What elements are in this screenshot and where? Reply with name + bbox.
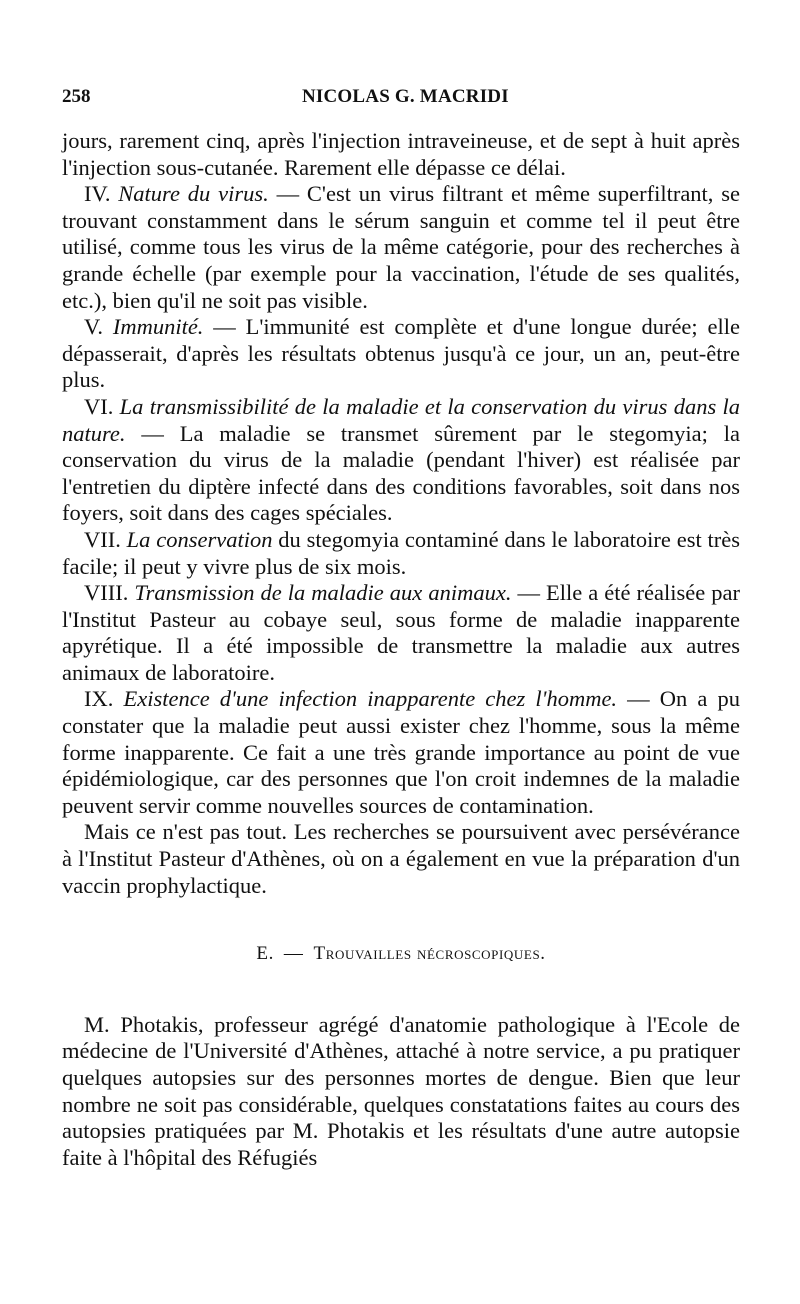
section-title: Transmission de la maladie aux animaux. (134, 580, 512, 606)
paragraph-continuation: jours, rarement cinq, après l'injection intraveineuse, et de sept à huit après l'injection sous-cutanée. Rarement elle dépasse ce délai. (62, 128, 740, 180)
section-title: La transmissibilité de la maladie et la conservation du virus dans la nature. (62, 393, 741, 446)
paragraph-photakis: M. Photakis, professeur agrégé d'anatomie pathologique à l'Ecole de médecine de l'Université d'Athènes, attaché à notre service, a pu pratiquer quelques autopsies sur des personnes mortes de dengue. Bien que leur nombre ne soit pas considérable, quelques constatations faites au cours des autopsies pratiquées par M. Photakis et les résultats d'une autre autopsie faite à l'hôpital des Réfugiés (62, 1011, 740, 1170)
section-title: La conservation (126, 526, 273, 552)
paragraph-text: du stegomyia contaminé dans le laboratoire est très facile; il peut y vivre plus de six mois. (62, 526, 740, 579)
section-number: VI. (84, 393, 114, 419)
paragraph-immunite (62, 314, 740, 394)
paragraph-recherches: Mais ce n'est pas tout. Les recherches se poursuivent avec persévérance à l'Institut Pasteur d'Athènes, où on a également en vue la préparation d'un vaccin prophylactique. (62, 819, 740, 898)
paragraph-text: — L'immunité est complète et d'une longue durée; elle dépasserait, d'après les résultats obtenus jusqu'à ce jour, un an, peut-être plus. (62, 314, 740, 393)
page-number: 258 (62, 86, 91, 107)
section-number: VIII. (84, 580, 129, 606)
section-letter: E. (256, 943, 274, 965)
section-number: V. (84, 314, 103, 340)
paragraph-text: — Elle a été réalisée par l'Institut Pasteur au cobaye seul, sous forme de maladie inapparente apyrétique. Il a été impossible de transmettre la maladie aux autres animaux de laboratoire. (62, 580, 741, 685)
paragraph-text: — La maladie se transmet sûrement par le stegomyia; la conservation du virus de la maladie (pendant l'hiver) est réalisée par l'entretien du diptère infecté dans des conditions favorables, soit dans nos foyers, soit dans des cages spéciales. (62, 420, 740, 526)
paragraph-conservation (62, 527, 740, 580)
section-dash: — (283, 943, 304, 965)
paragraph-transmission-animaux (62, 580, 740, 686)
section-number: IV. (84, 181, 111, 207)
paragraph-infection-inapparente (62, 686, 740, 819)
running-head: NICOLAS G. MACRIDI (302, 86, 509, 107)
body-text (62, 128, 740, 1171)
section-title: Immunité. (112, 314, 204, 340)
paragraph-text: — C'est un virus filtrant et même superfiltrant, se trouvant constamment dans le sérum sanguin et comme tel il peut être utilisé, comme tous les virus de la même catégorie, pour des recherches à grande échelle (par exemple pour la vaccination, l'étude de ses qualités, etc.), bien qu'il ne soit pas visible. (62, 181, 741, 313)
section-number: VII. (84, 526, 121, 552)
page-header (62, 86, 742, 114)
section-number: IX. (84, 686, 114, 712)
section-title: Existence d'une infection inapparente chez l'homme. (123, 686, 618, 712)
paragraph-text: — On a pu constater que la maladie peut aussi exister chez l'homme, sous la même forme inapparente. Ce fait a une très grande importance au point de vue épidémiologique, car des personnes que l'on croit indemnes de la maladie peuvent servir comme nouvelles sources de contamination. (62, 686, 740, 818)
section-heading-e (62, 941, 740, 968)
paragraph-nature-du-virus (62, 181, 740, 314)
section-title: Nature du virus. (118, 181, 269, 207)
paragraph-transmissibilite (62, 394, 740, 527)
section-heading-title: Trouvailles nécroscopiques. (313, 943, 546, 965)
